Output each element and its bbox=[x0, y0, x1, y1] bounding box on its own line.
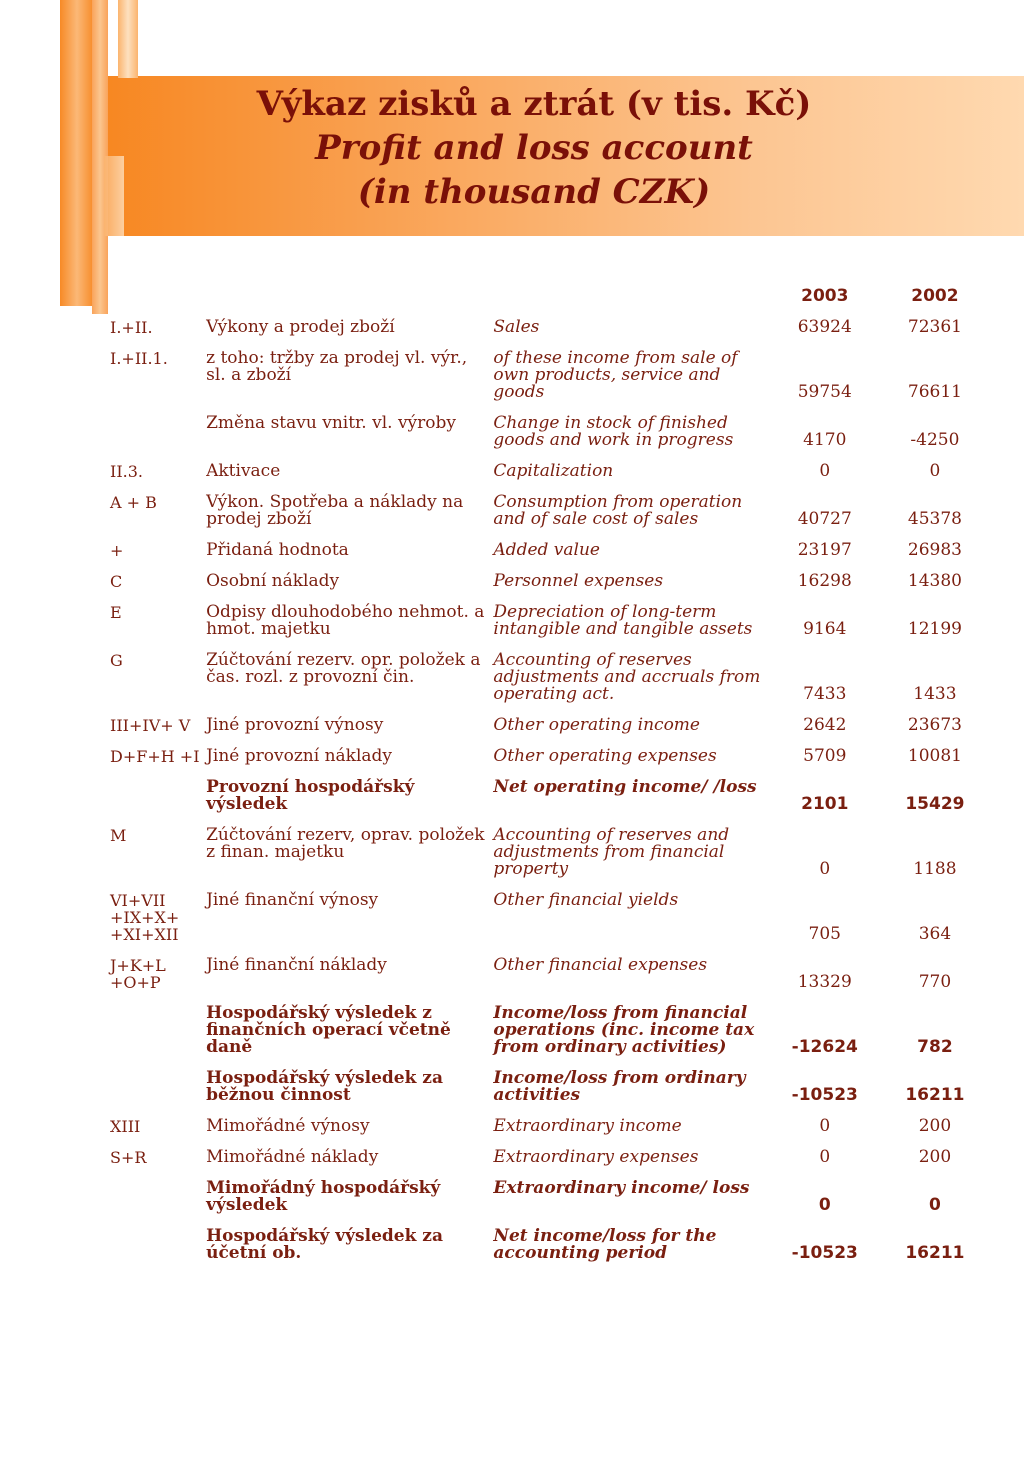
row-value-2003: 40727 bbox=[797, 509, 852, 529]
row-value-2003: -12624 bbox=[791, 1037, 858, 1057]
table-row bbox=[110, 1166, 990, 1214]
row-label-english: Sales bbox=[493, 317, 540, 337]
table-row bbox=[110, 336, 990, 401]
column-header-2003: 2003 bbox=[801, 286, 849, 306]
row-code: I.+II.1. bbox=[110, 349, 168, 368]
row-value-2002: 200 bbox=[918, 1116, 952, 1136]
row-code: J+K+L +O+P bbox=[110, 956, 166, 992]
table-row bbox=[110, 1135, 990, 1166]
profit-loss-table bbox=[110, 288, 990, 1262]
row-code: C bbox=[110, 572, 123, 591]
row-code: + bbox=[110, 541, 124, 560]
row-value-2002: 16211 bbox=[905, 1243, 965, 1263]
row-label-czech: Mimořádný hospodářský výsledek bbox=[206, 1178, 441, 1215]
row-value-2002: 72361 bbox=[907, 317, 962, 337]
row-value-2003: 5709 bbox=[803, 746, 847, 766]
decorative-bar bbox=[60, 0, 94, 306]
table-row bbox=[110, 305, 990, 336]
row-value-2003: 59754 bbox=[797, 382, 852, 402]
column-header-2002: 2002 bbox=[911, 286, 959, 306]
row-label-czech: Změna stavu vnitr. vl. výroby bbox=[206, 413, 457, 433]
row-value-2002: 23673 bbox=[907, 715, 962, 735]
row-label-english: Added value bbox=[493, 540, 600, 560]
table-row bbox=[110, 734, 990, 765]
row-label-english: Change in stock of finished goods and work in progress bbox=[493, 413, 734, 450]
row-value-2003: 23197 bbox=[797, 540, 852, 560]
row-value-2003: 2101 bbox=[801, 794, 849, 814]
row-value-2003: 0 bbox=[818, 1195, 831, 1215]
row-value-2002: 1433 bbox=[913, 684, 957, 704]
row-code: VI+VII +IX+X+ +XI+XII bbox=[110, 891, 180, 944]
row-value-2002: 10081 bbox=[907, 746, 962, 766]
row-value-2003: 0 bbox=[819, 1147, 831, 1167]
row-code bbox=[110, 401, 206, 449]
row-label-czech: Hospodářský výsledek z finančních operací včetně daně bbox=[206, 1003, 451, 1057]
row-label-czech: Hospodářský výsledek za běžnou činnost bbox=[206, 1068, 443, 1105]
row-value-2003: 2642 bbox=[803, 715, 847, 735]
row-label-english: Capitalization bbox=[493, 461, 614, 481]
row-code: XIII bbox=[110, 1117, 141, 1136]
row-value-2003: 0 bbox=[819, 1116, 831, 1136]
table-row bbox=[110, 1214, 990, 1262]
row-code bbox=[110, 1166, 206, 1214]
table-row bbox=[110, 401, 990, 449]
row-value-2002: 12199 bbox=[907, 619, 962, 639]
row-code: G bbox=[110, 651, 123, 670]
row-value-2002: 364 bbox=[918, 924, 952, 944]
table-row bbox=[110, 943, 990, 991]
row-value-2002: 26983 bbox=[907, 540, 962, 560]
row-value-2003: 7433 bbox=[803, 684, 847, 704]
row-value-2003: -10523 bbox=[791, 1243, 858, 1263]
row-code: M bbox=[110, 826, 127, 845]
row-value-2002: 14380 bbox=[907, 571, 962, 591]
page-title bbox=[92, 82, 976, 214]
row-label-english: Other financial yields bbox=[493, 890, 679, 910]
row-label-czech: Mimořádné výnosy bbox=[206, 1116, 370, 1136]
row-label-english: Net operating income/ /loss bbox=[493, 777, 757, 797]
table-row bbox=[110, 1056, 990, 1104]
row-value-2003: 4170 bbox=[803, 430, 847, 450]
row-code: S+R bbox=[110, 1148, 147, 1167]
row-value-2002: 770 bbox=[918, 972, 952, 992]
row-value-2002: 200 bbox=[918, 1147, 952, 1167]
row-code: II.3. bbox=[110, 462, 143, 481]
row-value-2002: 16211 bbox=[905, 1085, 965, 1105]
row-code bbox=[110, 991, 206, 1056]
row-code: III+IV+ V bbox=[110, 716, 191, 735]
title-czech: Výkaz zisků a ztrát (v tis. Kč) bbox=[256, 84, 812, 124]
row-label-czech: Osobní náklady bbox=[206, 571, 340, 591]
row-label-english: Other operating income bbox=[493, 715, 700, 735]
row-label-english: Accounting of reserves adjustments and accruals from operating act. bbox=[493, 650, 761, 704]
row-value-2003: 16298 bbox=[797, 571, 852, 591]
title-english: Profit and loss account bbox=[315, 128, 753, 168]
table-row bbox=[110, 765, 990, 813]
table-row bbox=[110, 590, 990, 638]
row-code bbox=[110, 1056, 206, 1104]
row-value-2002: 45378 bbox=[907, 509, 962, 529]
row-value-2002: 15429 bbox=[905, 794, 965, 814]
row-value-2002: 0 bbox=[929, 1195, 941, 1215]
row-value-2003: 9164 bbox=[803, 619, 847, 639]
row-label-czech: Jiné provozní výnosy bbox=[206, 715, 384, 735]
row-label-english: Extraordinary income/ loss bbox=[493, 1178, 750, 1198]
row-value-2003: 0 bbox=[819, 461, 831, 481]
row-label-english: Consumption from operation and of sale cost of sales bbox=[493, 492, 743, 529]
row-code: E bbox=[110, 603, 122, 622]
row-label-english: of these income from sale of own products, service and goods bbox=[493, 348, 738, 402]
row-label-czech: Jiné provozní náklady bbox=[206, 746, 393, 766]
row-value-2002: 76611 bbox=[907, 382, 962, 402]
row-value-2002: 1188 bbox=[913, 859, 957, 879]
row-value-2002: 0 bbox=[929, 461, 941, 481]
table-row bbox=[110, 991, 990, 1056]
row-value-2003: 705 bbox=[808, 924, 841, 944]
row-label-english: Income/loss from ordinary activities bbox=[493, 1068, 746, 1105]
row-label-czech: Provozní hospodářský výsledek bbox=[206, 777, 415, 814]
row-label-english: Other financial expenses bbox=[493, 955, 708, 975]
row-value-2003: 0 bbox=[819, 859, 831, 879]
row-code: A + B bbox=[110, 493, 157, 512]
row-label-czech: Přidaná hodnota bbox=[206, 540, 349, 560]
row-label-czech: Hospodářský výsledek za účetní ob. bbox=[206, 1226, 443, 1263]
row-label-english: Accounting of reserves and adjustments from financial property bbox=[493, 825, 730, 879]
title-unit: (in thousand CZK) bbox=[357, 172, 711, 212]
row-label-english: Extraordinary income bbox=[493, 1116, 682, 1136]
row-label-english: Income/loss from financial operations (inc. income tax from ordinary activities) bbox=[493, 1003, 755, 1057]
table-row bbox=[110, 638, 990, 703]
row-label-czech: Zúčtování rezerv, oprav. položek z finan. majetku bbox=[206, 825, 485, 862]
row-label-czech: Jiné finanční náklady bbox=[206, 955, 387, 975]
table-row bbox=[110, 528, 990, 559]
row-label-english: Other operating expenses bbox=[493, 746, 717, 766]
table-row bbox=[110, 449, 990, 480]
table-row bbox=[110, 703, 990, 734]
row-label-czech: Výkon. Spotřeba a náklady na prodej zboží bbox=[206, 492, 464, 529]
row-label-czech: Odpisy dlouhodobého nehmot. a hmot. majetku bbox=[206, 602, 485, 639]
table-row bbox=[110, 1104, 990, 1135]
row-label-czech: Zúčtování rezerv. opr. položek a čas. rozl. z provozní čin. bbox=[206, 650, 481, 687]
decorative-bar bbox=[118, 0, 138, 78]
row-label-english: Extraordinary expenses bbox=[493, 1147, 699, 1167]
row-label-czech: Mimořádné náklady bbox=[206, 1147, 379, 1167]
row-label-czech: z toho: tržby za prodej vl. výr., sl. a zboží bbox=[206, 348, 468, 385]
row-label-english: Depreciation of long-term intangible and tangible assets bbox=[493, 602, 753, 639]
table-row bbox=[110, 480, 990, 528]
row-value-2003: 13329 bbox=[797, 972, 852, 992]
row-code: D+F+H +I bbox=[110, 747, 200, 766]
row-value-2003: -10523 bbox=[791, 1085, 858, 1105]
table-row bbox=[110, 813, 990, 878]
table-row bbox=[110, 559, 990, 590]
row-label-english: Net income/loss for the accounting period bbox=[493, 1226, 717, 1263]
row-code: I.+II. bbox=[110, 318, 153, 337]
row-value-2002: -4250 bbox=[910, 430, 960, 450]
table-header-row bbox=[110, 288, 990, 305]
row-value-2003: 63924 bbox=[797, 317, 852, 337]
row-label-czech: Aktivace bbox=[206, 461, 281, 481]
row-value-2002: 782 bbox=[917, 1037, 953, 1057]
row-label-english: Personnel expenses bbox=[493, 571, 664, 591]
row-label-czech: Jiné finanční výnosy bbox=[206, 890, 379, 910]
row-code bbox=[110, 765, 206, 813]
row-label-czech: Výkony a prodej zboží bbox=[206, 317, 395, 337]
row-code bbox=[110, 1214, 206, 1262]
table-row bbox=[110, 878, 990, 943]
